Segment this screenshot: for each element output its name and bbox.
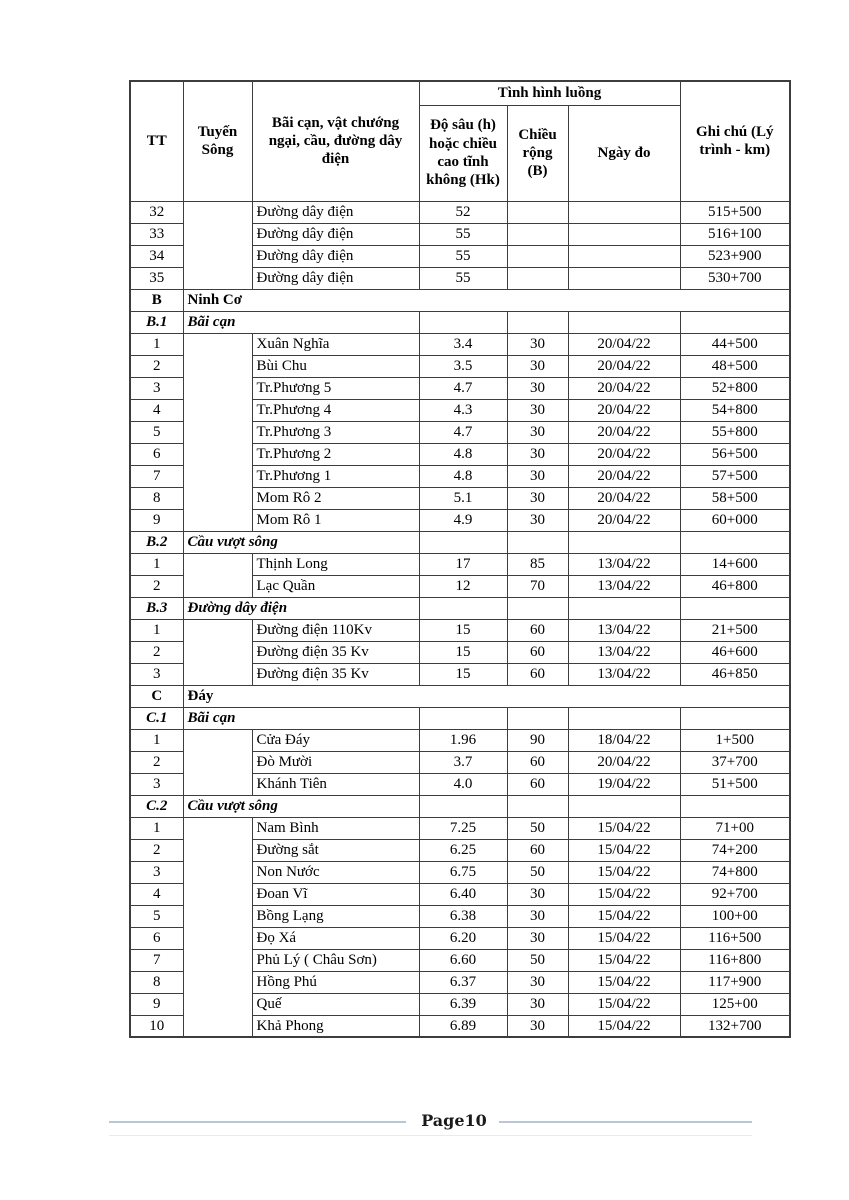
cell-width: 30 bbox=[507, 377, 568, 399]
col-header-ngay-do: Ngày đo bbox=[568, 105, 680, 201]
cell-note: 44+500 bbox=[680, 333, 790, 355]
cell-depth: 7.25 bbox=[419, 817, 507, 839]
cell-tt: 9 bbox=[130, 993, 183, 1015]
cell-note: 1+500 bbox=[680, 729, 790, 751]
cell-name: Nam Bình bbox=[252, 817, 419, 839]
cell-note: 100+00 bbox=[680, 905, 790, 927]
cell-width bbox=[507, 267, 568, 289]
cell-name: Quế bbox=[252, 993, 419, 1015]
cell-tt: 1 bbox=[130, 333, 183, 355]
cell-tuyen-song-merged bbox=[183, 729, 252, 795]
cell-date: 20/04/22 bbox=[568, 421, 680, 443]
cell-date: 15/04/22 bbox=[568, 927, 680, 949]
cell-date: 15/04/22 bbox=[568, 1015, 680, 1037]
cell-date: 13/04/22 bbox=[568, 575, 680, 597]
footer-rule-left bbox=[109, 1121, 406, 1123]
cell-width bbox=[507, 223, 568, 245]
cell-tt: 7 bbox=[130, 949, 183, 971]
cell-tt: 4 bbox=[130, 399, 183, 421]
cell-note bbox=[680, 707, 790, 729]
subsection-row bbox=[130, 531, 790, 553]
cell-tt: 3 bbox=[130, 773, 183, 795]
cell-note: 48+500 bbox=[680, 355, 790, 377]
cell-note: 74+800 bbox=[680, 861, 790, 883]
cell-subsection-label: Đường dây điện bbox=[183, 597, 419, 619]
cell-name: Đọ Xá bbox=[252, 927, 419, 949]
cell-depth: 12 bbox=[419, 575, 507, 597]
cell-width bbox=[507, 795, 568, 817]
cell-name: Mom Rô 1 bbox=[252, 509, 419, 531]
cell-date: 20/04/22 bbox=[568, 333, 680, 355]
cell-tt: 3 bbox=[130, 861, 183, 883]
cell-name: Đường dây điện bbox=[252, 267, 419, 289]
table-row bbox=[130, 201, 790, 223]
cell-note: 46+800 bbox=[680, 575, 790, 597]
cell-note: 21+500 bbox=[680, 619, 790, 641]
cell-depth: 4.8 bbox=[419, 465, 507, 487]
cell-section-label: Ninh Cơ bbox=[183, 289, 790, 311]
col-header-tt: TT bbox=[130, 81, 183, 201]
cell-note bbox=[680, 311, 790, 333]
cell-date bbox=[568, 795, 680, 817]
cell-depth: 6.89 bbox=[419, 1015, 507, 1037]
cell-note bbox=[680, 531, 790, 553]
col-header-do-sau: Độ sâu (h) hoặc chiều cao tĩnh không (Hk) bbox=[419, 105, 507, 201]
cell-tt: 3 bbox=[130, 377, 183, 399]
cell-note: 58+500 bbox=[680, 487, 790, 509]
cell-width bbox=[507, 311, 568, 333]
cell-date: 13/04/22 bbox=[568, 663, 680, 685]
table-row bbox=[130, 619, 790, 641]
cell-note bbox=[680, 597, 790, 619]
table-row bbox=[130, 817, 790, 839]
cell-width: 30 bbox=[507, 399, 568, 421]
cell-date: 18/04/22 bbox=[568, 729, 680, 751]
cell-depth: 3.4 bbox=[419, 333, 507, 355]
cell-name: Khánh Tiên bbox=[252, 773, 419, 795]
cell-note: 116+500 bbox=[680, 927, 790, 949]
cell-date: 15/04/22 bbox=[568, 949, 680, 971]
cell-date: 13/04/22 bbox=[568, 619, 680, 641]
cell-depth: 55 bbox=[419, 223, 507, 245]
cell-name: Lạc Quần bbox=[252, 575, 419, 597]
cell-tt: 2 bbox=[130, 355, 183, 377]
cell-note: 523+900 bbox=[680, 245, 790, 267]
col-header-tuyen-song: Tuyến Sông bbox=[183, 81, 252, 201]
cell-name: Khả Phong bbox=[252, 1015, 419, 1037]
cell-subsection-label: Bãi cạn bbox=[183, 311, 419, 333]
cell-note: 46+600 bbox=[680, 641, 790, 663]
cell-width: 30 bbox=[507, 355, 568, 377]
cell-note: 51+500 bbox=[680, 773, 790, 795]
cell-width bbox=[507, 201, 568, 223]
cell-name: Đò Mười bbox=[252, 751, 419, 773]
cell-tt: 5 bbox=[130, 421, 183, 443]
cell-depth bbox=[419, 597, 507, 619]
cell-width: 30 bbox=[507, 443, 568, 465]
cell-tt: 2 bbox=[130, 751, 183, 773]
cell-section-tt: C bbox=[130, 685, 183, 707]
table-row bbox=[130, 553, 790, 575]
cell-width: 60 bbox=[507, 773, 568, 795]
cell-depth: 6.25 bbox=[419, 839, 507, 861]
cell-name: Non Nước bbox=[252, 861, 419, 883]
cell-name: Đoan Vĩ bbox=[252, 883, 419, 905]
footer-rule-right bbox=[499, 1121, 752, 1123]
cell-name: Tr.Phương 1 bbox=[252, 465, 419, 487]
cell-width: 30 bbox=[507, 993, 568, 1015]
cell-depth: 15 bbox=[419, 663, 507, 685]
cell-width bbox=[507, 531, 568, 553]
cell-depth bbox=[419, 707, 507, 729]
cell-tuyen-song-merged bbox=[183, 201, 252, 289]
cell-date bbox=[568, 267, 680, 289]
cell-tt: 2 bbox=[130, 641, 183, 663]
col-header-chieu-rong: Chiều rộng (B) bbox=[507, 105, 568, 201]
cell-tt: 2 bbox=[130, 575, 183, 597]
cell-date: 20/04/22 bbox=[568, 355, 680, 377]
cell-tt: 3 bbox=[130, 663, 183, 685]
cell-width: 70 bbox=[507, 575, 568, 597]
cell-tt: 33 bbox=[130, 223, 183, 245]
col-header-bai-can: Bãi cạn, vật chướng ngại, cầu, đường dây điện bbox=[252, 81, 419, 201]
cell-subsection-label: Bãi cạn bbox=[183, 707, 419, 729]
cell-name: Thịnh Long bbox=[252, 553, 419, 575]
cell-date: 13/04/22 bbox=[568, 641, 680, 663]
cell-note: 516+100 bbox=[680, 223, 790, 245]
cell-tt: 10 bbox=[130, 1015, 183, 1037]
channel-survey-table bbox=[129, 80, 791, 1038]
cell-depth: 3.5 bbox=[419, 355, 507, 377]
cell-name: Đường dây điện bbox=[252, 245, 419, 267]
cell-note: 14+600 bbox=[680, 553, 790, 575]
cell-name: Tr.Phương 2 bbox=[252, 443, 419, 465]
cell-subsection-tt: B.3 bbox=[130, 597, 183, 619]
cell-tt: 9 bbox=[130, 509, 183, 531]
cell-tt: 32 bbox=[130, 201, 183, 223]
cell-note: 71+00 bbox=[680, 817, 790, 839]
cell-depth: 15 bbox=[419, 619, 507, 641]
cell-depth: 17 bbox=[419, 553, 507, 575]
cell-tt: 7 bbox=[130, 465, 183, 487]
table-header bbox=[130, 81, 790, 201]
cell-name: Cửa Đáy bbox=[252, 729, 419, 751]
cell-depth: 55 bbox=[419, 245, 507, 267]
cell-date: 19/04/22 bbox=[568, 773, 680, 795]
cell-date: 20/04/22 bbox=[568, 509, 680, 531]
cell-subsection-label: Cầu vượt sông bbox=[183, 795, 419, 817]
cell-note: 117+900 bbox=[680, 971, 790, 993]
page-number: Page10 bbox=[421, 1111, 487, 1130]
cell-note: 57+500 bbox=[680, 465, 790, 487]
cell-depth: 6.60 bbox=[419, 949, 507, 971]
section-row bbox=[130, 289, 790, 311]
cell-width: 60 bbox=[507, 751, 568, 773]
cell-date bbox=[568, 531, 680, 553]
cell-tt: 35 bbox=[130, 267, 183, 289]
cell-note: 74+200 bbox=[680, 839, 790, 861]
cell-date bbox=[568, 311, 680, 333]
cell-depth: 4.3 bbox=[419, 399, 507, 421]
section-row bbox=[130, 685, 790, 707]
table-body bbox=[130, 201, 790, 1037]
cell-width: 30 bbox=[507, 487, 568, 509]
cell-depth: 6.37 bbox=[419, 971, 507, 993]
cell-note: 132+700 bbox=[680, 1015, 790, 1037]
cell-depth: 4.0 bbox=[419, 773, 507, 795]
cell-date bbox=[568, 201, 680, 223]
cell-tt: 1 bbox=[130, 619, 183, 641]
cell-tt: 34 bbox=[130, 245, 183, 267]
cell-name: Đường dây điện bbox=[252, 223, 419, 245]
cell-width: 30 bbox=[507, 1015, 568, 1037]
cell-note: 52+800 bbox=[680, 377, 790, 399]
cell-depth: 1.96 bbox=[419, 729, 507, 751]
cell-depth: 6.39 bbox=[419, 993, 507, 1015]
cell-tuyen-song-merged bbox=[183, 553, 252, 597]
cell-width: 30 bbox=[507, 883, 568, 905]
cell-note: 54+800 bbox=[680, 399, 790, 421]
cell-tuyen-song-merged bbox=[183, 619, 252, 685]
cell-depth: 52 bbox=[419, 201, 507, 223]
cell-depth: 6.75 bbox=[419, 861, 507, 883]
cell-name: Tr.Phương 4 bbox=[252, 399, 419, 421]
cell-depth bbox=[419, 531, 507, 553]
cell-name: Đường điện 35 Kv bbox=[252, 641, 419, 663]
cell-note: 55+800 bbox=[680, 421, 790, 443]
footer-rule-shadow bbox=[109, 1135, 752, 1136]
cell-name: Đường điện 35 Kv bbox=[252, 663, 419, 685]
cell-date: 15/04/22 bbox=[568, 861, 680, 883]
cell-date bbox=[568, 707, 680, 729]
cell-width: 30 bbox=[507, 421, 568, 443]
cell-depth: 6.20 bbox=[419, 927, 507, 949]
cell-name: Tr.Phương 5 bbox=[252, 377, 419, 399]
cell-date: 20/04/22 bbox=[568, 399, 680, 421]
cell-section-tt: B bbox=[130, 289, 183, 311]
cell-date bbox=[568, 597, 680, 619]
subsection-row bbox=[130, 795, 790, 817]
cell-tt: 1 bbox=[130, 553, 183, 575]
cell-note: 37+700 bbox=[680, 751, 790, 773]
cell-name: Xuân Nghĩa bbox=[252, 333, 419, 355]
cell-width: 60 bbox=[507, 641, 568, 663]
cell-tt: 1 bbox=[130, 729, 183, 751]
cell-date: 15/04/22 bbox=[568, 971, 680, 993]
cell-width: 50 bbox=[507, 817, 568, 839]
cell-width: 85 bbox=[507, 553, 568, 575]
cell-name: Đường dây điện bbox=[252, 201, 419, 223]
cell-depth: 6.38 bbox=[419, 905, 507, 927]
cell-width: 60 bbox=[507, 839, 568, 861]
cell-date: 20/04/22 bbox=[568, 487, 680, 509]
cell-section-label: Đáy bbox=[183, 685, 790, 707]
cell-date: 15/04/22 bbox=[568, 883, 680, 905]
cell-subsection-tt: C.2 bbox=[130, 795, 183, 817]
cell-note: 56+500 bbox=[680, 443, 790, 465]
cell-tuyen-song-merged bbox=[183, 333, 252, 531]
cell-subsection-tt: B.2 bbox=[130, 531, 183, 553]
cell-depth bbox=[419, 311, 507, 333]
cell-depth: 4.9 bbox=[419, 509, 507, 531]
cell-name: Bồng Lạng bbox=[252, 905, 419, 927]
cell-width bbox=[507, 245, 568, 267]
cell-date: 20/04/22 bbox=[568, 443, 680, 465]
cell-tt: 8 bbox=[130, 971, 183, 993]
cell-note: 46+850 bbox=[680, 663, 790, 685]
cell-tt: 4 bbox=[130, 883, 183, 905]
cell-date: 15/04/22 bbox=[568, 993, 680, 1015]
cell-depth: 5.1 bbox=[419, 487, 507, 509]
cell-name: Đường điện 110Kv bbox=[252, 619, 419, 641]
cell-date: 13/04/22 bbox=[568, 553, 680, 575]
cell-note: 530+700 bbox=[680, 267, 790, 289]
cell-tt: 1 bbox=[130, 817, 183, 839]
col-header-tinh-hinh-luong: Tình hình luồng bbox=[419, 81, 680, 105]
cell-width: 30 bbox=[507, 509, 568, 531]
cell-width: 30 bbox=[507, 333, 568, 355]
table-row bbox=[130, 729, 790, 751]
cell-name: Bùi Chu bbox=[252, 355, 419, 377]
cell-width: 30 bbox=[507, 927, 568, 949]
cell-name: Tr.Phương 3 bbox=[252, 421, 419, 443]
cell-date: 15/04/22 bbox=[568, 905, 680, 927]
cell-subsection-label: Cầu vượt sông bbox=[183, 531, 419, 553]
cell-date: 20/04/22 bbox=[568, 751, 680, 773]
cell-date: 15/04/22 bbox=[568, 839, 680, 861]
cell-note: 515+500 bbox=[680, 201, 790, 223]
cell-name: Đường sắt bbox=[252, 839, 419, 861]
cell-width: 90 bbox=[507, 729, 568, 751]
cell-date: 20/04/22 bbox=[568, 465, 680, 487]
cell-width: 60 bbox=[507, 663, 568, 685]
col-header-ghi-chu: Ghi chú (Lý trình - km) bbox=[680, 81, 790, 201]
cell-date: 20/04/22 bbox=[568, 377, 680, 399]
cell-subsection-tt: B.1 bbox=[130, 311, 183, 333]
cell-width: 30 bbox=[507, 465, 568, 487]
subsection-row bbox=[130, 707, 790, 729]
cell-tt: 6 bbox=[130, 927, 183, 949]
cell-name: Mom Rô 2 bbox=[252, 487, 419, 509]
cell-name: Hồng Phú bbox=[252, 971, 419, 993]
cell-depth: 55 bbox=[419, 267, 507, 289]
cell-date: 15/04/22 bbox=[568, 817, 680, 839]
cell-depth: 4.7 bbox=[419, 377, 507, 399]
cell-note: 116+800 bbox=[680, 949, 790, 971]
subsection-row bbox=[130, 597, 790, 619]
cell-width: 60 bbox=[507, 619, 568, 641]
cell-tt: 6 bbox=[130, 443, 183, 465]
cell-width bbox=[507, 597, 568, 619]
cell-note: 125+00 bbox=[680, 993, 790, 1015]
cell-width: 30 bbox=[507, 971, 568, 993]
cell-depth: 6.40 bbox=[419, 883, 507, 905]
cell-note: 92+700 bbox=[680, 883, 790, 905]
subsection-row bbox=[130, 311, 790, 333]
cell-date bbox=[568, 223, 680, 245]
cell-tt: 2 bbox=[130, 839, 183, 861]
cell-depth: 15 bbox=[419, 641, 507, 663]
cell-tt: 8 bbox=[130, 487, 183, 509]
cell-name: Phủ Lý ( Châu Sơn) bbox=[252, 949, 419, 971]
cell-subsection-tt: C.1 bbox=[130, 707, 183, 729]
cell-note bbox=[680, 795, 790, 817]
cell-tuyen-song-merged bbox=[183, 817, 252, 1037]
cell-depth bbox=[419, 795, 507, 817]
cell-date bbox=[568, 245, 680, 267]
cell-width: 50 bbox=[507, 861, 568, 883]
cell-width: 30 bbox=[507, 905, 568, 927]
cell-note: 60+000 bbox=[680, 509, 790, 531]
cell-tt: 5 bbox=[130, 905, 183, 927]
table-row bbox=[130, 333, 790, 355]
cell-depth: 4.7 bbox=[419, 421, 507, 443]
cell-width: 50 bbox=[507, 949, 568, 971]
cell-depth: 3.7 bbox=[419, 751, 507, 773]
cell-width bbox=[507, 707, 568, 729]
cell-depth: 4.8 bbox=[419, 443, 507, 465]
